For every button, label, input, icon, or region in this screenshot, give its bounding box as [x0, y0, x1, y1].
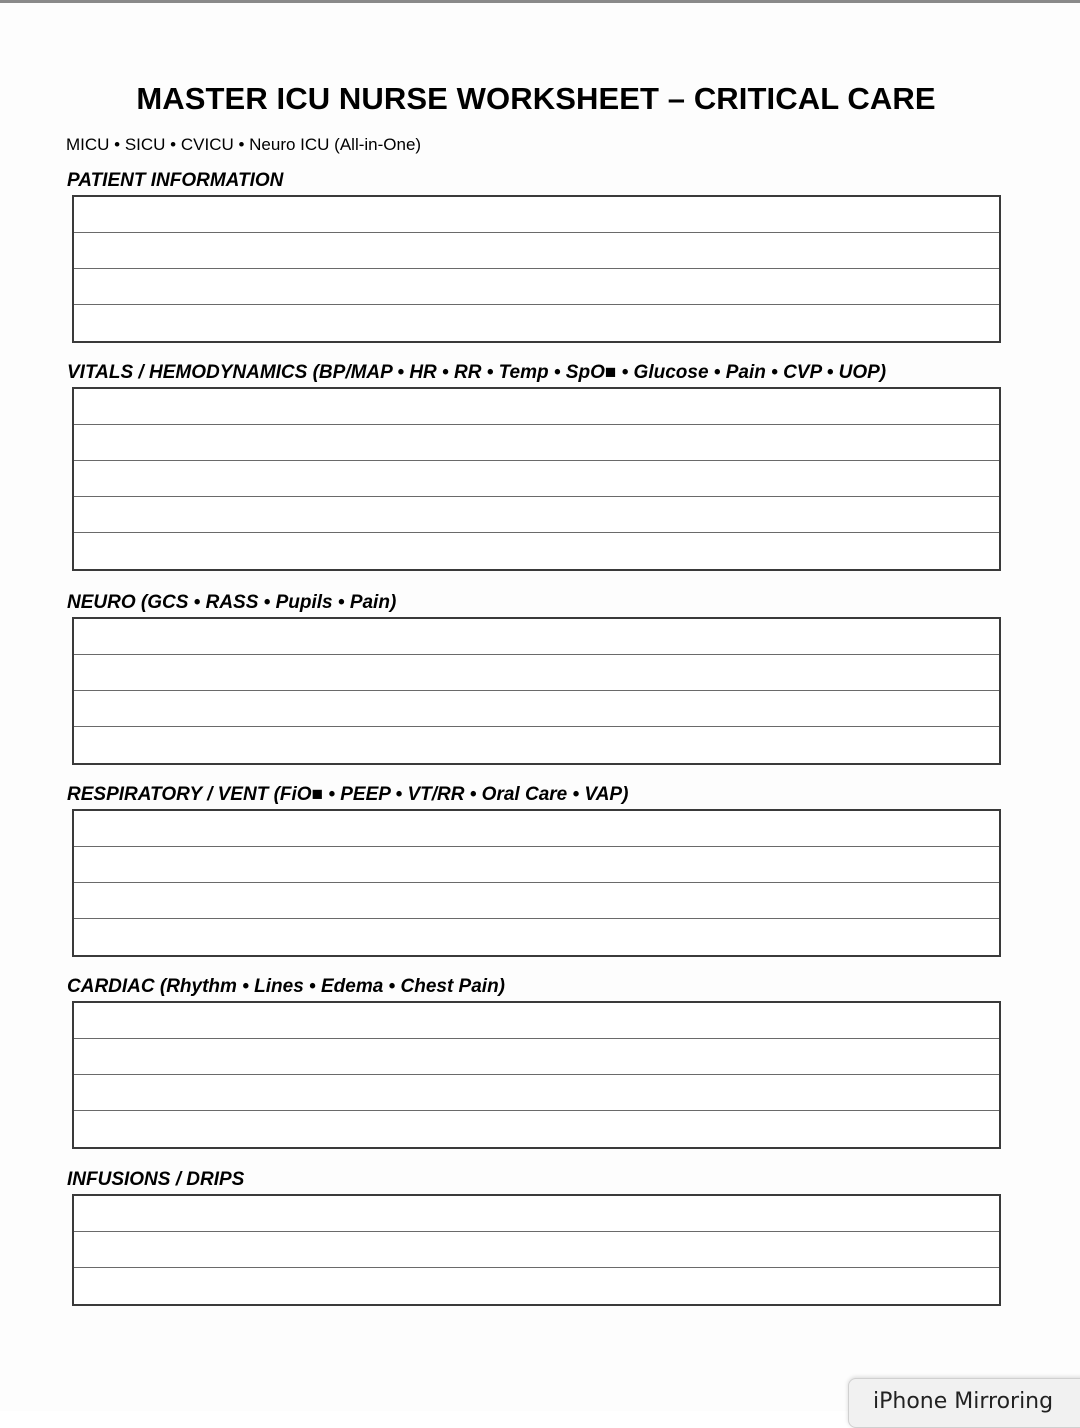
vitals-hemodynamics-box — [72, 387, 1001, 571]
respiratory-input-1[interactable] — [74, 811, 999, 846]
cardiac-input-1[interactable] — [74, 1003, 999, 1038]
neuro-box — [72, 617, 1001, 765]
respiratory-input-4[interactable] — [74, 919, 999, 955]
cardiac-input-2[interactable] — [74, 1039, 999, 1074]
patient-information-box — [72, 195, 1001, 343]
patient-information-input-4[interactable] — [74, 305, 999, 341]
neuro-input-2[interactable] — [74, 655, 999, 690]
neuro-row-4[interactable] — [74, 727, 999, 763]
vitals-row-1[interactable] — [74, 389, 999, 425]
vitals-input-3[interactable] — [74, 461, 999, 496]
patient-information-row-1[interactable] — [74, 197, 999, 233]
respiratory-input-3[interactable] — [74, 883, 999, 918]
document-subtitle: MICU • SICU • CVICU • Neuro ICU (All-in-One) — [66, 135, 422, 154]
patient-information-input-1[interactable] — [74, 197, 999, 232]
cardiac-row-3[interactable] — [74, 1075, 999, 1111]
respiratory-row-1[interactable] — [74, 811, 999, 847]
cardiac-box — [72, 1001, 1001, 1149]
cardiac-input-3[interactable] — [74, 1075, 999, 1110]
cardiac-row-4[interactable] — [74, 1111, 999, 1147]
patient-information-row-4[interactable] — [74, 305, 999, 341]
neuro-row-3[interactable] — [74, 691, 999, 727]
cardiac-input-4[interactable] — [74, 1111, 999, 1147]
vitals-input-1[interactable] — [74, 389, 999, 424]
neuro-row-2[interactable] — [74, 655, 999, 691]
respiratory-row-4[interactable] — [74, 919, 999, 955]
respiratory-vent-box — [72, 809, 1001, 957]
section-label-patient-information: PATIENT INFORMATION — [67, 170, 284, 191]
infusions-row-3[interactable] — [74, 1268, 999, 1304]
infusions-row-1[interactable] — [74, 1196, 999, 1232]
infusions-input-3[interactable] — [74, 1268, 999, 1304]
vitals-input-4[interactable] — [74, 497, 999, 532]
vitals-input-2[interactable] — [74, 425, 999, 460]
section-label-vitals-hemodynamics: VITALS / HEMODYNAMICS (BP/MAP • HR • RR • Temp • SpO■ • Glucose • Pain • CVP • UOP) — [67, 362, 887, 383]
vitals-row-3[interactable] — [74, 461, 999, 497]
neuro-input-4[interactable] — [74, 727, 999, 763]
respiratory-input-2[interactable] — [74, 847, 999, 882]
neuro-input-3[interactable] — [74, 691, 999, 726]
cardiac-row-2[interactable] — [74, 1039, 999, 1075]
document-title: MASTER ICU NURSE WORKSHEET – CRITICAL CARE — [136, 81, 936, 116]
infusions-input-1[interactable] — [74, 1196, 999, 1231]
patient-information-row-3[interactable] — [74, 269, 999, 305]
iphone-mirroring-tab[interactable] — [848, 1378, 1080, 1428]
respiratory-row-2[interactable] — [74, 847, 999, 883]
patient-information-input-2[interactable] — [74, 233, 999, 268]
section-label-neuro: NEURO (GCS • RASS • Pupils • Pain) — [67, 592, 397, 613]
vitals-row-4[interactable] — [74, 497, 999, 533]
respiratory-row-3[interactable] — [74, 883, 999, 919]
vitals-row-2[interactable] — [74, 425, 999, 461]
neuro-input-1[interactable] — [74, 619, 999, 654]
section-label-infusions-drips: INFUSIONS / DRIPS — [67, 1169, 245, 1190]
neuro-row-1[interactable] — [74, 619, 999, 655]
cardiac-row-1[interactable] — [74, 1003, 999, 1039]
patient-information-input-3[interactable] — [74, 269, 999, 304]
vitals-row-5[interactable] — [74, 533, 999, 569]
worksheet-page — [0, 3, 1080, 1411]
infusions-input-2[interactable] — [74, 1232, 999, 1267]
section-label-cardiac: CARDIAC (Rhythm • Lines • Edema • Chest Pain) — [67, 976, 506, 997]
infusions-row-2[interactable] — [74, 1232, 999, 1268]
iphone-mirroring-label: iPhone Mirroring — [873, 1389, 1054, 1414]
patient-information-row-2[interactable] — [74, 233, 999, 269]
infusions-drips-box — [72, 1194, 1001, 1306]
vitals-input-5[interactable] — [74, 533, 999, 569]
section-label-respiratory-vent: RESPIRATORY / VENT (FiO■ • PEEP • VT/RR • Oral Care • VAP) — [67, 784, 629, 805]
